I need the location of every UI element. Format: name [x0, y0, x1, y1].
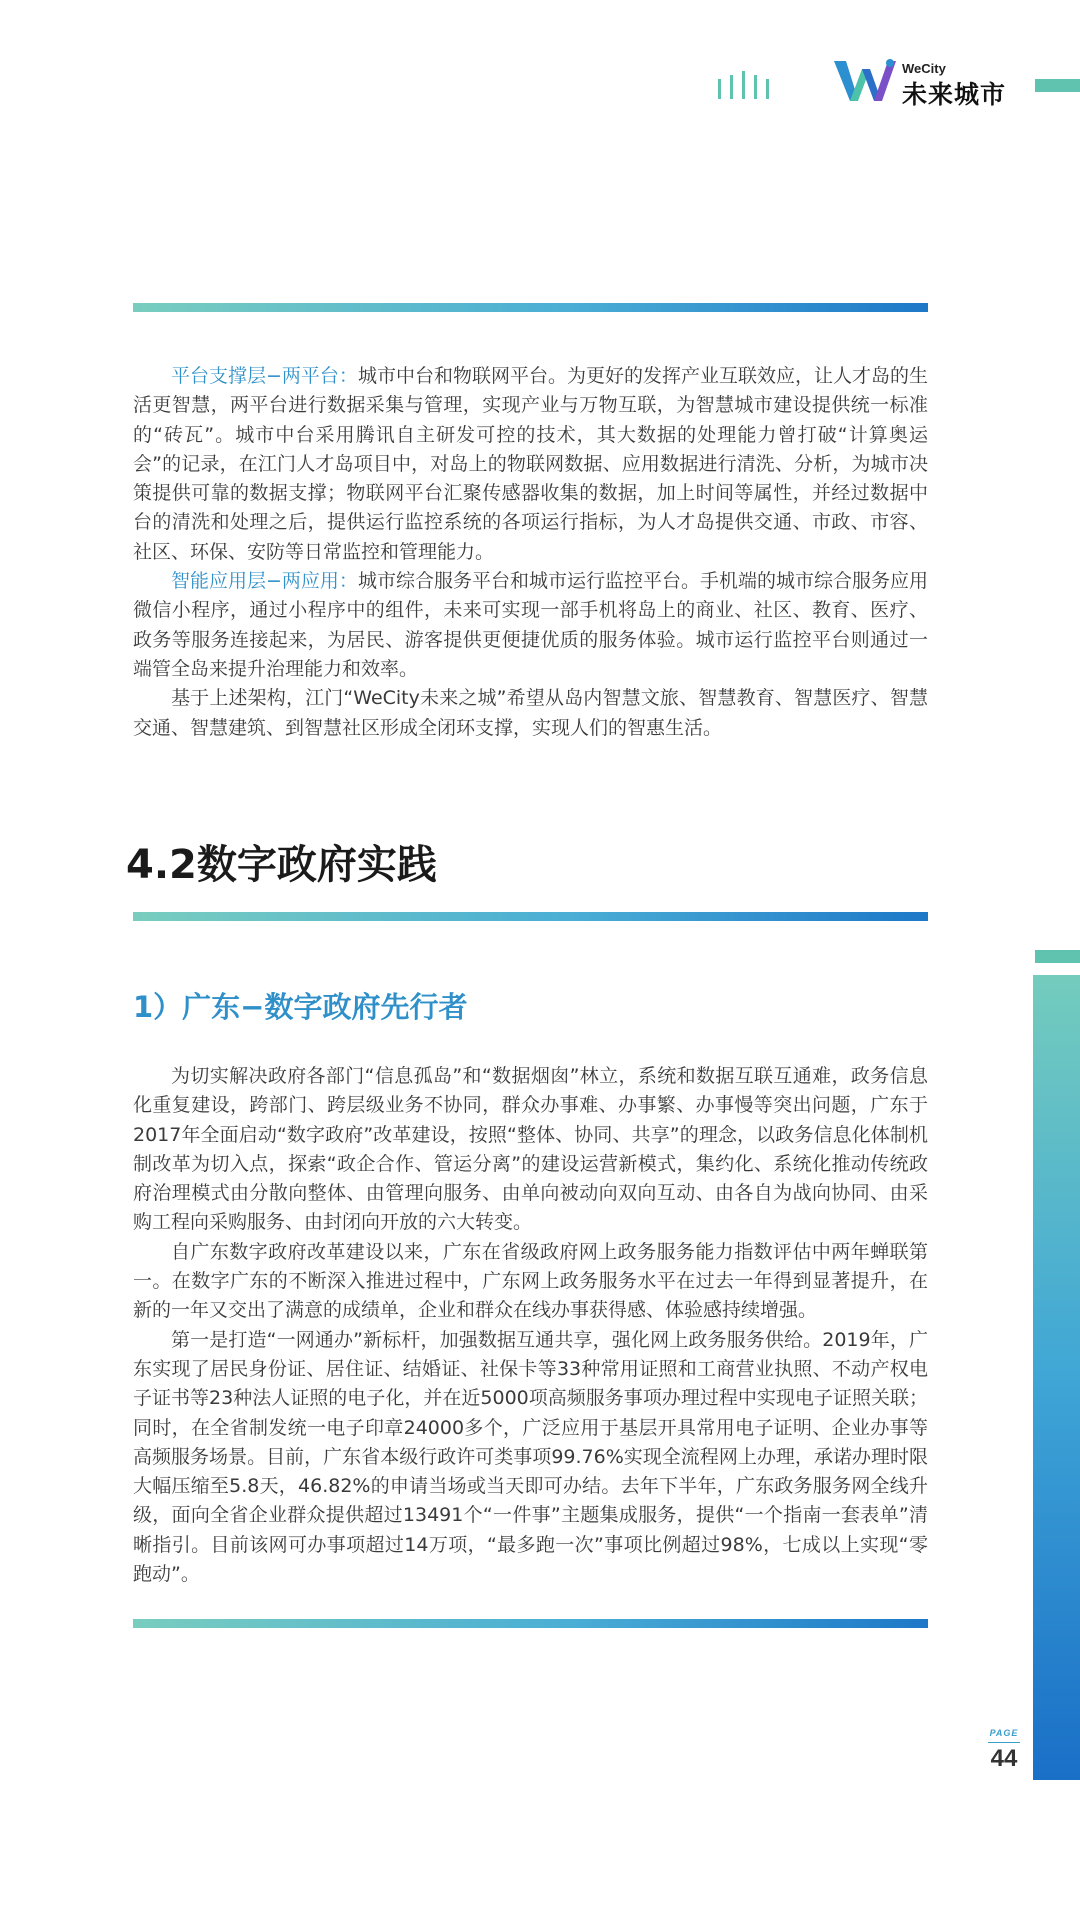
- divider-rule-section: [133, 912, 928, 921]
- page-label-underline: [988, 1742, 1020, 1743]
- divider-rule-bottom: [133, 1619, 928, 1628]
- guangdong-description: [133, 1062, 928, 1589]
- paragraph-summary: [133, 684, 928, 743]
- paragraph-text: 城市中台和物联网平台。为更好的发挥产业互联效应，让人才岛的生活更智慧，两平台进行数据采集与管理，实现产业与万物互联，为智慧城市建设提供统一标准的“砖瓦”。城市中台采用腾讯自主研发可控的技术，其大数据的处理能力曾打破“计算奥运会”的记录，在江门人才岛项目中，对岛上的物联网数据、应用数据进行清洗、分析，为城市决策提供可靠的数据支撑；物联网平台汇聚传感器收集的数据，加上时间等属性，并经过数据中台的清洗和处理之后，提供运行监控系统的各项运行指标，为人才岛提供交通、市政、市容、社区、环保、安防等日常监控和管理能力。: [133, 365, 928, 563]
- subsection-title: 1）广东−数字政府先行者: [133, 990, 468, 1024]
- page-label: PAGE: [989, 1728, 1019, 1738]
- brand-english-name: WeCity: [902, 61, 946, 76]
- header-corner-tab: [1035, 79, 1080, 92]
- wecity-logo: [832, 57, 1012, 109]
- paragraph: 为切实解决政府各部门“信息孤岛”和“数据烟囱”林立，系统和数据互联互通难，政务信息化重复建设，跨部门、跨层级业务不协同，群众办事难、办事繁、办事慢等突出问题，广东于2017年全面启动“数字政府”改革建设，按照“整体、协同、共享”的理念，以政务信息化体制机制改革为切入点，探索“政企合作、管运分离”的建设运营新模式，集约化、系统化推动传统政府治理模式由分散向整体、由管理向服务、由单向被动向双向互动、由各自为战向协同、由采购工程向采购服务、由封闭向开放的六大转变。: [133, 1065, 928, 1234]
- paragraph: 自广东数字政府改革建设以来，广东在省级政府网上政务服务能力指数评估中两年蝉联第一。在数字广东的不断深入推进过程中，广东网上政务服务水平在过去一年得到显著提升，在新的一年又交出了满意的成绩单，企业和群众在线办事获得感、体验感持续增强。: [133, 1240, 928, 1322]
- highlight-lead: 平台支撑层−两平台：: [171, 365, 358, 387]
- architecture-description: [133, 362, 928, 743]
- header-decoration-lines: [718, 71, 778, 101]
- highlight-lead: 智能应用层−两应用：: [171, 570, 358, 593]
- paragraph-application-layer: [133, 567, 928, 684]
- paragraph: 第一是打造“一网通办”新标杆，加强数据互通共享，强化网上政务服务供给。2019年，广东实现了居民身份证、居住证、结婚证、社保卡等33种常用证照和工商营业执照、不动产权电子证书等23种法人证照的电子化，并在近5000项高频服务事项办理过程中实现电子证照关联；同时，在全省制发统一电子印章24000多个，广泛应用于基层开具常用电子证明、企业办事等高频服务场景。目前，广东省本级行政许可类事项99.76%实现全流程网上办理，承诺办理时限大幅压缩至5.8天，46.82%的申请当场或当天即可办结。去年下半年，广东政务服务网全线升级，面向全省企业群众提供超过13491个“一件事”主题集成服务，提供“一个指南一套表单”清晰指引。目前该网可办事项超过14万项，“最多跑一次”事项比例超过98%，七成以上实现“零跑动”。: [133, 1328, 928, 1586]
- page-number: 44: [990, 1745, 1018, 1772]
- divider-rule-top: [133, 303, 928, 312]
- side-corner-tab: [1035, 950, 1080, 963]
- side-gradient-bar: [1033, 975, 1080, 1780]
- paragraph-text: 基于上述架构，江门“WeCity未来之城”希望从岛内智慧文旅、智慧教育、智慧医疗、智慧交通、智慧建筑、到智慧社区形成全闭环支撑，实现人们的智惠生活。: [133, 687, 928, 739]
- section-title: 4.2数字政府实践: [126, 842, 437, 888]
- paragraph-platform-layer: [133, 362, 928, 567]
- brand-chinese-name: 未来城市: [902, 80, 1007, 109]
- paragraph-text: 城市综合服务平台和城市运行监控平台。手机端的城市综合服务应用微信小程序，通过小程序中的组件，未来可实现一部手机将岛上的商业、社区、教育、医疗、政务等服务连接起来，为居民、游客提供更便捷优质的服务体验。城市运行监控平台则通过一端管全岛来提升治理能力和效率。: [133, 570, 928, 680]
- wecity-w-icon: [832, 57, 898, 103]
